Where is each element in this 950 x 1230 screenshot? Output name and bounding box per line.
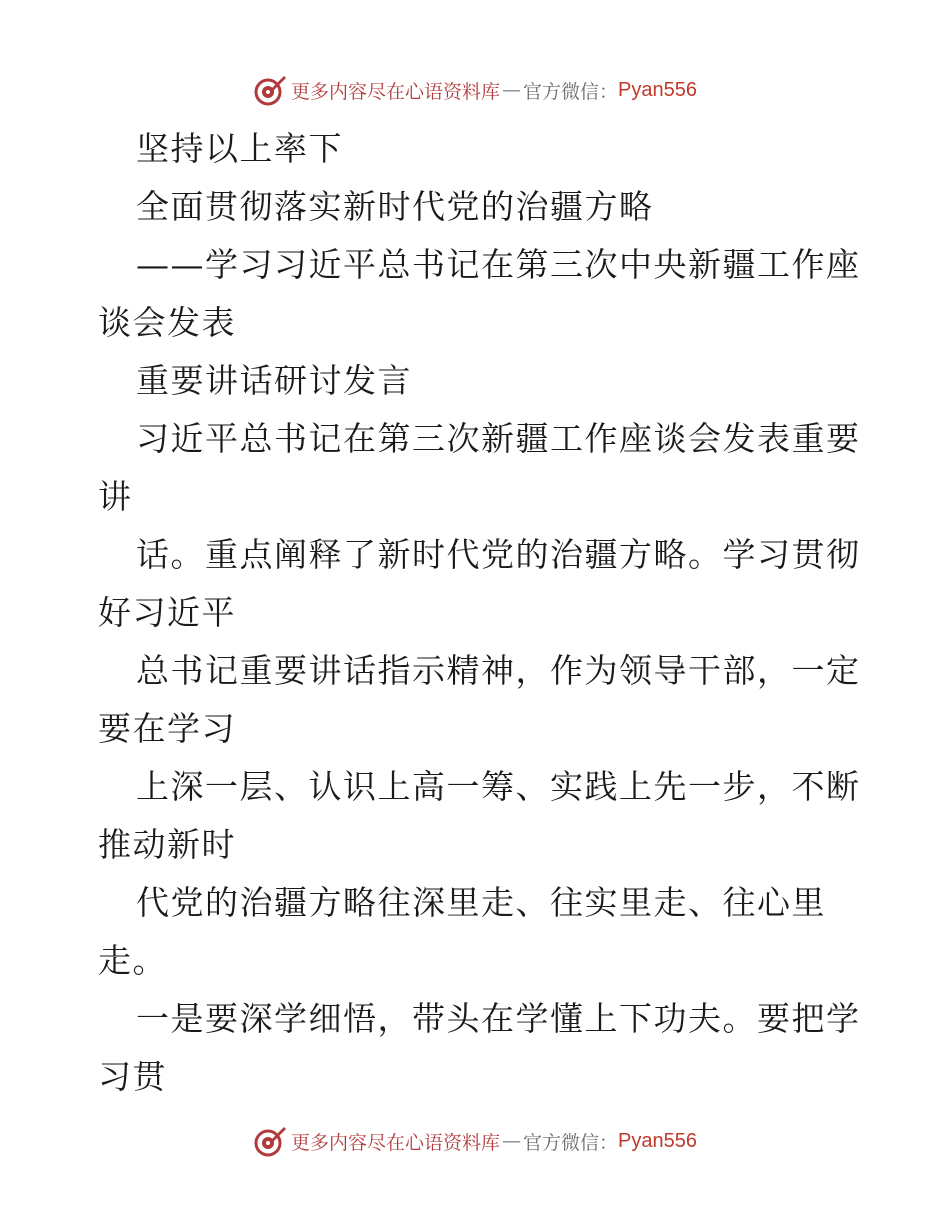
banner-wechat-label: 官方微信：	[523, 1131, 619, 1154]
doc-line: 话。重点阐释了新时代党的治疆方略。学习贯彻	[136, 535, 861, 574]
doc-line: 好习近平	[98, 593, 236, 632]
doc-line: 讲	[98, 477, 133, 516]
doc-line: 总书记重要讲话指示精神，作为领导干部，一定	[136, 651, 861, 690]
banner-wechat-label: 官方微信：	[523, 80, 619, 103]
doc-line: 代党的治疆方略往深里走、往实里走、往心里	[136, 883, 826, 922]
document-body	[98, 120, 861, 1106]
doc-line: 习贯	[98, 1057, 167, 1096]
header-banner	[0, 70, 950, 110]
doc-line-subtitle-3: 重要讲话研讨发言	[136, 361, 412, 400]
banner-wechat-id: Pyan556	[618, 78, 697, 101]
doc-line: 推动新时	[98, 825, 236, 864]
doc-line: 一是要深学细悟，带头在学懂上下功夫。要把学	[136, 999, 861, 1038]
doc-line-subtitle-1: ——学习习近平总书记在第三次中央新疆工作座	[136, 245, 861, 284]
doc-line-title-1: 坚持以上率下	[136, 129, 343, 168]
doc-line: 走。	[98, 941, 167, 980]
pen-nib-logo-icon	[253, 1124, 287, 1158]
footer-banner	[0, 1121, 950, 1161]
doc-line: 上深一层、认识上高一筹、实践上先一步，不断	[136, 767, 861, 806]
banner-slogan: 更多内容尽在心语资料库	[291, 80, 501, 103]
banner-dash: —	[502, 1130, 522, 1152]
doc-line: 要在学习	[98, 709, 236, 748]
doc-line-subtitle-2: 谈会发表	[98, 303, 236, 342]
doc-line: 习近平总书记在第三次新疆工作座谈会发表重要	[136, 419, 861, 458]
banner-dash: —	[502, 79, 522, 101]
banner-wechat-id: Pyan556	[618, 1129, 697, 1152]
pen-nib-logo-icon	[253, 73, 287, 107]
banner-slogan: 更多内容尽在心语资料库	[291, 1131, 501, 1154]
doc-line-title-2: 全面贯彻落实新时代党的治疆方略	[136, 187, 654, 226]
